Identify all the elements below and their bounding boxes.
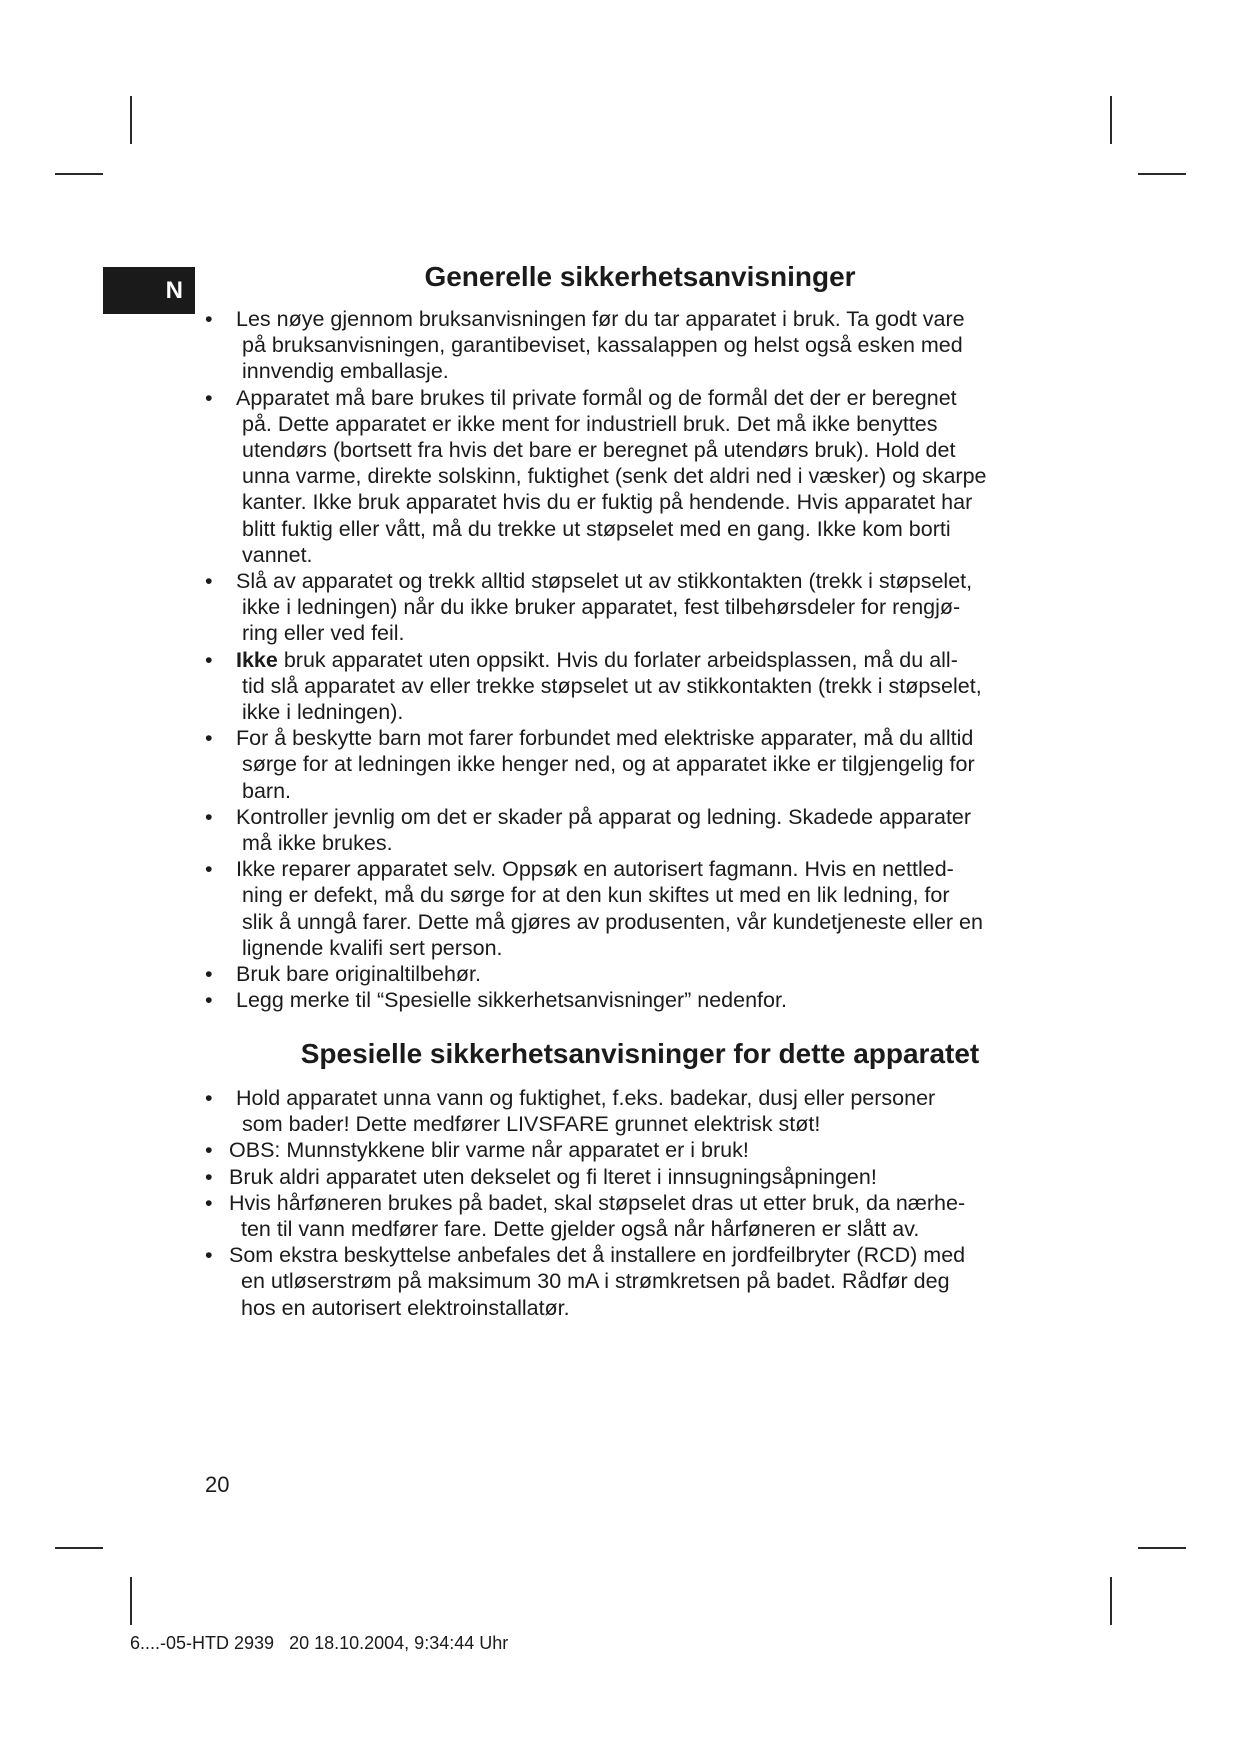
emphasis-ikke: Ikke bbox=[236, 647, 278, 672]
section-general-title: Generelle sikkerhetsanvisninger bbox=[424, 261, 856, 292]
crop-mark-top-left-horizontal bbox=[55, 173, 103, 175]
crop-mark-bottom-right-vertical bbox=[1110, 1577, 1112, 1625]
list-item: • Ikke reparer apparatet selv. Oppsøk en autorisert fagmann. Hvis en nettled- ning er defekt, må du sørge for at den kun skiftes ut med en lik ledning, for slik å unngå farer. Dette må gjøres av produsenten, vår kundetjeneste eller en lignende kvalifi sert person. bbox=[203, 856, 987, 961]
crop-mark-bottom-right-horizontal bbox=[1138, 1547, 1186, 1549]
list-item: • Apparatet må bare brukes til private formål og de formål det der er beregnet på. Dette apparatet er ikke ment for industriell bruk. Det må ikke benyttes utendørs (bortsett fra hvis det bare er beregnet på utendørs bruk). Hold det unna varme, direkte solskinn, fuktighet (senk det aldri ned i væsker) og skarpe kanter. Ikke bruk apparatet hvis du er fuktig på hendende. Hvis apparatet har blitt fuktig eller vått, må du trekke ut støpselet med en gang. Ikke kom borti vannet. bbox=[203, 385, 987, 568]
section-special-title: Spesielle sikkerhetsanvisninger for dette apparatet bbox=[300, 1038, 980, 1069]
list-item: • Kontroller jevnlig om det er skader på apparat og ledning. Skadede apparater må ikke brukes. bbox=[203, 804, 987, 856]
list-item: • Som ekstra beskyttelse anbefales det å installere en jordfeilbryter (RCD) med en utløserstrøm på maksimum 30 mA i strømkretsen på badet. Rådfør deg hos en autorisert elektroinstallatør. bbox=[203, 1242, 965, 1321]
crop-mark-top-left-vertical bbox=[130, 96, 132, 144]
language-tab: N bbox=[103, 267, 195, 314]
page-number: 20 bbox=[205, 1472, 230, 1497]
list-item: • Hvis hårføneren brukes på badet, skal støpselet dras ut etter bruk, da nærhe- ten til vann medfører fare. Dette gjelder også når hårføneren er slått av. bbox=[203, 1190, 965, 1242]
list-item: • Hold apparatet unna vann og fuktighet, f.eks. badekar, dusj eller personer som bader! Dette medfører LIVSFARE grunnet elektrisk støt! bbox=[203, 1085, 965, 1137]
special-safety-list bbox=[203, 1085, 965, 1321]
list-item: • OBS: Munnstykkene blir varme når apparatet er i bruk! bbox=[203, 1137, 965, 1163]
list-item: • Ikke bruk apparatet uten oppsikt. Hvis du forlater arbeidsplassen, må du all- tid slå apparatet av eller trekke støpselet ut av stikkontakten (trekk i støpselet, ikke i ledningen). bbox=[203, 647, 987, 726]
crop-mark-bottom-left-horizontal bbox=[55, 1547, 103, 1549]
print-info: 6....-05-HTD 2939 20 18.10.2004, 9:34:44 Uhr bbox=[130, 1633, 509, 1653]
list-item: • Legg merke til “Spesielle sikkerhetsanvisninger” nedenfor. bbox=[203, 987, 987, 1013]
crop-mark-top-right-horizontal bbox=[1138, 173, 1186, 175]
list-item: • Les nøye gjennom bruksanvisningen før du tar apparatet i bruk. Ta godt vare på bruksanvisningen, garantibeviset, kassalappen og helst også esken med innvendig emballasje. bbox=[203, 306, 987, 385]
list-item: • Slå av apparatet og trekk alltid støpselet ut av stikkontakten (trekk i støpselet, ikke i ledningen) når du ikke bruker apparatet, fest tilbehørsdeler for rengjø- ring eller ved feil. bbox=[203, 568, 987, 647]
list-item: • For å beskytte barn mot farer forbundet med elektriske apparater, må du alltid sørge for at ledningen ikke henger ned, og at apparatet ikke er tilgjengelig for barn. bbox=[203, 725, 987, 804]
crop-mark-top-right-vertical bbox=[1110, 96, 1112, 144]
general-safety-list bbox=[203, 306, 987, 1013]
list-item: • Bruk aldri apparatet uten dekselet og fi lteret i innsugningsåpningen! bbox=[203, 1164, 965, 1190]
crop-mark-bottom-left-vertical bbox=[130, 1577, 132, 1625]
list-item: • Bruk bare originaltilbehør. bbox=[203, 961, 987, 987]
